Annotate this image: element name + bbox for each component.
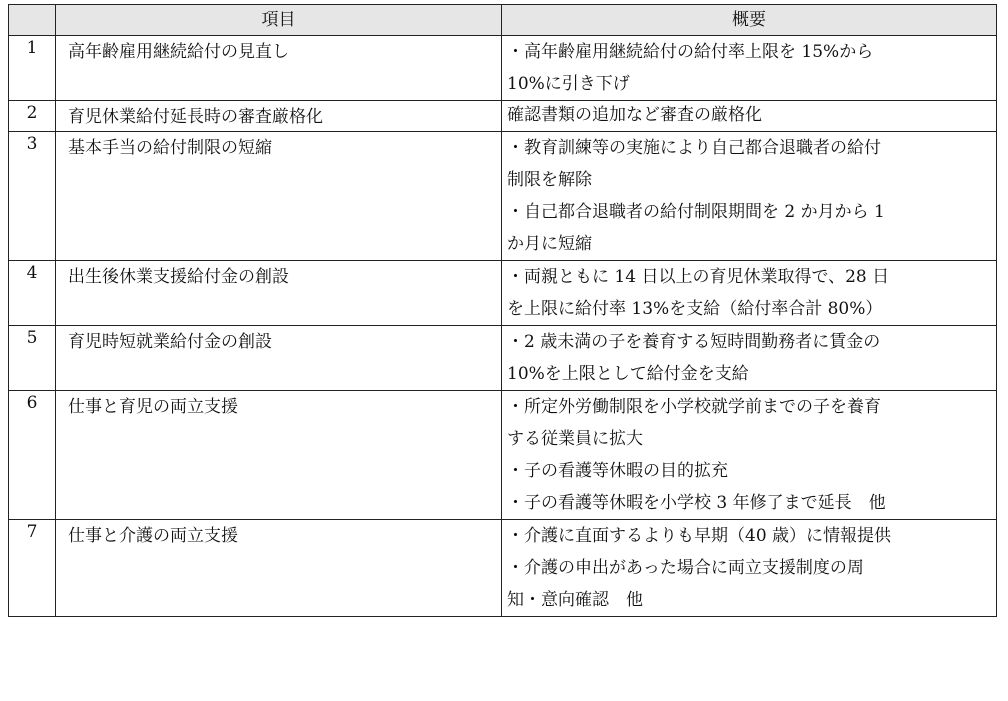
row-number: 2 [9, 101, 56, 132]
table-row [9, 326, 997, 391]
header-summary: 概要 [502, 5, 997, 36]
summary-line: 知・意向確認 他 [507, 590, 643, 610]
summary-line: ・両親ともに 14 日以上の育児休業取得で、28 日 [507, 267, 890, 287]
summary-line: 制限を解除 [507, 170, 592, 190]
summary-line: を上限に給付率 13%を支給（給付率合計 80%） [507, 299, 883, 319]
row-item: 出生後休業支援給付金の創設 [68, 267, 289, 287]
row-number: 4 [9, 261, 56, 326]
table-row [9, 261, 997, 326]
row-item: 育児休業給付延長時の審査厳格化 [68, 107, 323, 127]
summary-line: ・教育訓練等の実施により自己都合退職者の給付 [507, 138, 881, 158]
reform-table [8, 4, 997, 617]
row-number: 3 [9, 132, 56, 261]
row-number: 5 [9, 326, 56, 391]
table-row [9, 101, 997, 132]
table-row [9, 36, 997, 101]
row-number: 7 [9, 520, 56, 617]
summary-line: する従業員に拡大 [507, 429, 643, 449]
summary-line: ・自己都合退職者の給付制限期間を 2 か月から 1 [507, 202, 885, 222]
table-row [9, 391, 997, 520]
summary-line: ・高年齢雇用継続給付の給付率上限を 15%から [507, 42, 874, 62]
summary-line: ・介護の申出があった場合に両立支援制度の周 [507, 558, 864, 578]
summary-line: 確認書類の追加など審査の厳格化 [507, 105, 762, 125]
table-row [9, 520, 997, 617]
row-item: 仕事と介護の両立支援 [68, 526, 238, 546]
table-row [9, 132, 997, 261]
row-item: 基本手当の給付制限の短縮 [68, 138, 272, 158]
row-item: 仕事と育児の両立支援 [68, 397, 238, 417]
header-item: 項目 [56, 5, 502, 36]
summary-line: か月に短縮 [507, 234, 592, 254]
summary-line: ・所定外労働制限を小学校就学前までの子を養育 [507, 397, 881, 417]
row-item: 育児時短就業給付金の創設 [68, 332, 272, 352]
summary-line: 10%に引き下げ [507, 74, 630, 94]
summary-line: ・2 歳未満の子を養育する短時間勤務者に賃金の [507, 332, 881, 352]
summary-line: ・介護に直面するよりも早期（40 歳）に情報提供 [507, 526, 892, 546]
row-item: 高年齢雇用継続給付の見直し [68, 42, 289, 62]
summary-line: ・子の看護等休暇を小学校 3 年修了まで延長 他 [507, 493, 886, 513]
header-no [9, 5, 56, 36]
summary-line: ・子の看護等休暇の目的拡充 [507, 461, 728, 481]
header-row [9, 5, 997, 36]
row-number: 1 [9, 36, 56, 101]
row-number: 6 [9, 391, 56, 520]
summary-line: 10%を上限として給付金を支給 [507, 364, 749, 384]
